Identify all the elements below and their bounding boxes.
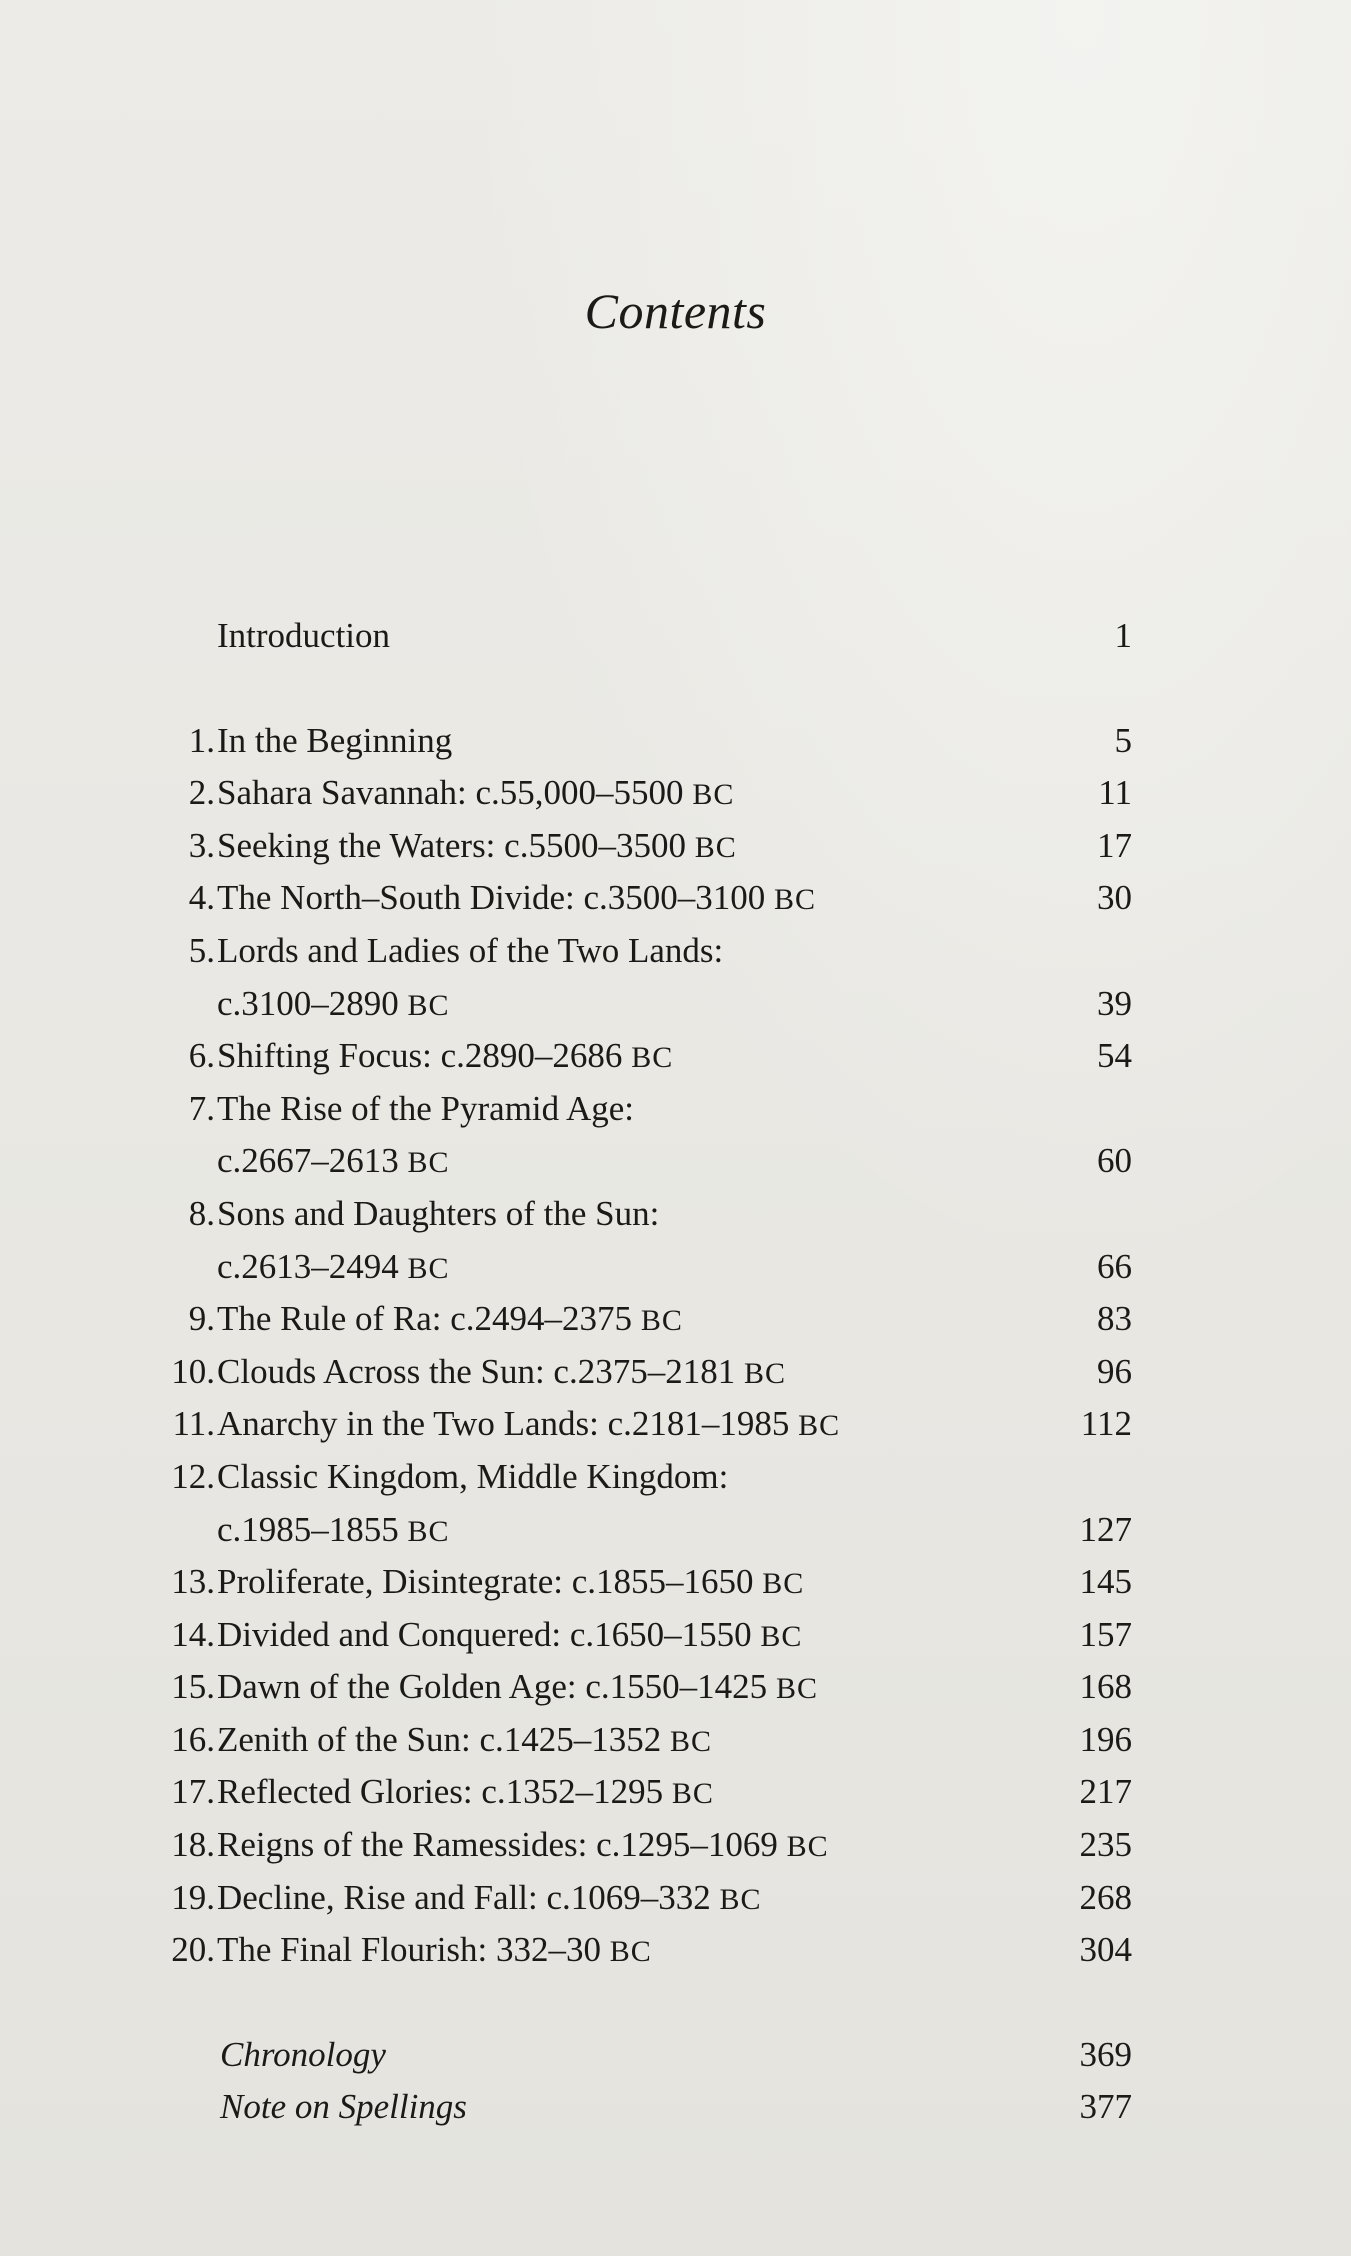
era-suffix: BC (407, 1514, 450, 1548)
era-suffix: BC (798, 1409, 841, 1443)
chapter-title: Divided and Conquered: c.1650–1550 BC (217, 1614, 803, 1654)
chapter-page: 39 (1097, 983, 1132, 1023)
era-suffix: BC (762, 1567, 805, 1601)
chapter-title: c.1985–1855 BC (217, 1509, 450, 1549)
entry-page: 369 (1079, 2034, 1132, 2074)
chapter-page: 54 (1097, 1036, 1132, 1076)
era-suffix: BC (692, 778, 735, 812)
toc-entry (142, 1188, 1132, 1241)
chapter-title: Reigns of the Ramessides: c.1295–1069 BC (217, 1825, 829, 1865)
chapter-page: 83 (1097, 1299, 1132, 1339)
chapter-page: 157 (1079, 1614, 1132, 1654)
era-suffix: BC (407, 1146, 450, 1180)
chapter-title: Dawn of the Golden Age: c.1550–1425 BC (217, 1667, 818, 1707)
chapter-page: 17 (1097, 825, 1132, 865)
toc-entry (142, 925, 1132, 978)
chapter-page: 112 (1080, 1404, 1132, 1444)
chapter-page: 5 (1114, 720, 1132, 760)
entry-label: Chronology (220, 2034, 386, 2074)
chapter-list (142, 715, 1132, 1977)
chapter-title: The North–South Divide: c.3500–3100 BC (217, 878, 817, 918)
toc-entry (142, 1556, 1132, 1609)
chapter-page: 127 (1079, 1509, 1132, 1549)
chapter-number: 6. (188, 1036, 215, 1076)
chapter-number: 11. (172, 1404, 215, 1444)
chapter-page: 96 (1097, 1351, 1132, 1391)
chapter-number: 3. (188, 825, 215, 865)
chapter-title: c.2667–2613 BC (217, 1141, 450, 1181)
chapter-title: Sons and Daughters of the Sun: (217, 1193, 660, 1233)
chapter-page: 60 (1097, 1141, 1132, 1181)
entry-label: Introduction (217, 616, 391, 655)
era-suffix: BC (609, 1935, 652, 1969)
chapter-number: 16. (171, 1719, 215, 1759)
chapter-title: c.3100–2890 BC (217, 983, 450, 1023)
era-suffix: BC (694, 830, 737, 864)
era-suffix: BC (631, 1041, 674, 1075)
toc-entry (142, 1819, 1132, 1872)
chapter-page: 168 (1079, 1667, 1132, 1707)
chapter-page: 30 (1097, 878, 1132, 918)
chapter-page: 66 (1097, 1246, 1132, 1286)
era-suffix: BC (407, 988, 450, 1022)
chapter-title: Sahara Savannah: c.55,000–5500 BC (217, 773, 735, 813)
toc-entry-note-on-spellings (142, 2081, 1132, 2134)
toc-entry-introduction (142, 610, 1132, 663)
era-suffix: BC (775, 1672, 818, 1706)
chapter-number: 5. (188, 930, 215, 970)
chapter-page: 196 (1079, 1719, 1132, 1759)
chapter-title: c.2613–2494 BC (217, 1246, 450, 1286)
toc-entry (142, 1241, 1132, 1294)
chapter-number: 17. (171, 1772, 215, 1812)
chapter-number: 7. (188, 1088, 215, 1128)
era-suffix: BC (743, 1356, 786, 1390)
chapter-page: 11 (1098, 773, 1132, 813)
era-suffix: BC (671, 1777, 714, 1811)
toc-entry (142, 1924, 1132, 1977)
era-suffix: BC (719, 1882, 762, 1916)
chapter-title: The Rule of Ra: c.2494–2375 BC (217, 1299, 683, 1339)
chapter-number: 10. (171, 1351, 215, 1391)
chapter-number: 4. (188, 878, 215, 918)
toc-entry (142, 1030, 1132, 1083)
chapter-number: 13. (171, 1562, 215, 1602)
toc-entry (142, 1398, 1132, 1451)
chapter-number: 12. (171, 1456, 215, 1496)
toc-entry (142, 1714, 1132, 1767)
toc-entry (142, 1451, 1132, 1504)
entry-page: 1 (1114, 616, 1132, 655)
chapter-title: Reflected Glories: c.1352–1295 BC (217, 1772, 714, 1812)
chapter-number: 8. (188, 1193, 215, 1233)
chapter-page: 217 (1079, 1772, 1132, 1812)
chapter-number: 19. (171, 1877, 215, 1917)
era-suffix: BC (670, 1724, 713, 1758)
chapter-title: Zenith of the Sun: c.1425–1352 BC (217, 1719, 713, 1759)
chapter-title: The Rise of the Pyramid Age: (217, 1088, 635, 1128)
era-suffix: BC (774, 883, 817, 917)
toc-entry (142, 978, 1132, 1031)
entry-page: 377 (1079, 2087, 1132, 2127)
toc-entry (142, 1083, 1132, 1136)
page-title: Contents (584, 283, 767, 339)
toc-entry (142, 1661, 1132, 1714)
chapter-number: 18. (171, 1825, 215, 1865)
chapter-title: The Final Flourish: 332–30 BC (217, 1930, 652, 1970)
chapter-page: 304 (1079, 1930, 1132, 1970)
toc-entry (142, 1872, 1132, 1925)
chapter-title: Lords and Ladies of the Two Lands: (217, 930, 724, 970)
toc-entry (142, 767, 1132, 820)
era-suffix: BC (760, 1619, 803, 1653)
table-of-contents (142, 610, 1132, 2134)
chapter-number: 2. (188, 773, 215, 813)
chapter-number: 15. (171, 1667, 215, 1707)
chapter-page: 145 (1079, 1562, 1132, 1602)
toc-entry (142, 1293, 1132, 1346)
chapter-page: 268 (1079, 1877, 1132, 1917)
toc-entry (142, 1135, 1132, 1188)
chapter-number: 1. (188, 720, 215, 760)
toc-entry-chronology (142, 2029, 1132, 2082)
chapter-title: Decline, Rise and Fall: c.1069–332 BC (217, 1877, 762, 1917)
chapter-title: Anarchy in the Two Lands: c.2181–1985 BC (217, 1404, 841, 1444)
chapter-title: Clouds Across the Sun: c.2375–2181 BC (217, 1351, 786, 1391)
toc-entry (142, 1609, 1132, 1662)
era-suffix: BC (786, 1830, 829, 1864)
chapter-title: Shifting Focus: c.2890–2686 BC (217, 1036, 674, 1076)
chapter-number: 20. (171, 1930, 215, 1970)
chapter-page: 235 (1079, 1825, 1132, 1865)
toc-entry (142, 1346, 1132, 1399)
chapter-title: Classic Kingdom, Middle Kingdom: (217, 1456, 729, 1496)
chapter-number: 9. (188, 1299, 215, 1339)
chapter-title: In the Beginning (217, 720, 453, 760)
era-suffix: BC (640, 1304, 683, 1338)
toc-entry (142, 820, 1132, 873)
toc-entry (142, 1766, 1132, 1819)
toc-entry (142, 715, 1132, 768)
era-suffix: BC (407, 1251, 450, 1285)
toc-entry (142, 872, 1132, 925)
entry-label: Note on Spellings (220, 2087, 467, 2127)
chapter-title: Seeking the Waters: c.5500–3500 BC (217, 825, 737, 865)
chapter-title: Proliferate, Disintegrate: c.1855–1650 BC (217, 1562, 805, 1602)
chapter-number: 14. (171, 1614, 215, 1654)
toc-entry (142, 1504, 1132, 1557)
